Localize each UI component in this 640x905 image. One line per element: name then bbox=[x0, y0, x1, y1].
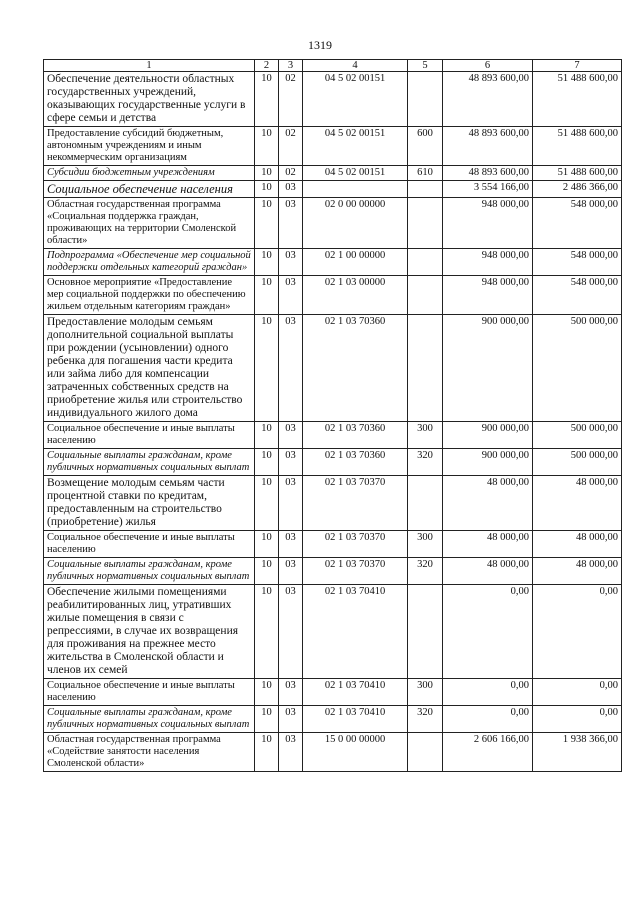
row-section-cell: 10 bbox=[255, 585, 279, 679]
row-section-cell: 10 bbox=[255, 276, 279, 315]
row-amount-year2-cell: 48 000,00 bbox=[533, 476, 622, 531]
row-name-cell: Подпрограмма «Обеспечение мер социальной поддержки отдельных категорий граждан» bbox=[44, 249, 255, 276]
row-subsection-cell: 03 bbox=[279, 276, 303, 315]
row-name-cell: Предоставление субсидий бюджетным, автономным учреждениям и иным некоммерческим организациям bbox=[44, 127, 255, 166]
row-amount-year1-cell: 3 554 166,00 bbox=[443, 181, 533, 198]
row-amount-year1-cell: 48 893 600,00 bbox=[443, 166, 533, 181]
row-section-cell: 10 bbox=[255, 249, 279, 276]
row-expense-type-cell bbox=[408, 733, 443, 772]
page-number: 1319 bbox=[308, 38, 332, 52]
row-amount-year1-cell: 48 893 600,00 bbox=[443, 72, 533, 127]
table-row bbox=[44, 315, 622, 422]
row-target-article-cell: 04 5 02 00151 bbox=[303, 127, 408, 166]
row-expense-type-cell: 320 bbox=[408, 449, 443, 476]
row-expense-type-cell: 320 bbox=[408, 558, 443, 585]
table-row bbox=[44, 166, 622, 181]
row-amount-year2-cell: 500 000,00 bbox=[533, 422, 622, 449]
row-section-cell: 10 bbox=[255, 315, 279, 422]
row-amount-year1-cell: 2 606 166,00 bbox=[443, 733, 533, 772]
row-expense-type-cell: 610 bbox=[408, 166, 443, 181]
header-row bbox=[44, 60, 622, 72]
table-row bbox=[44, 585, 622, 679]
row-subsection-cell: 03 bbox=[279, 733, 303, 772]
row-expense-type-cell bbox=[408, 476, 443, 531]
row-target-article-cell: 02 1 03 70360 bbox=[303, 449, 408, 476]
row-subsection-cell: 03 bbox=[279, 422, 303, 449]
row-target-article-cell: 04 5 02 00151 bbox=[303, 166, 408, 181]
row-section-cell: 10 bbox=[255, 733, 279, 772]
row-name-cell: Областная государственная программа «Социальная поддержка граждан, проживающих на территории Смоленской области» bbox=[44, 198, 255, 249]
row-section-cell: 10 bbox=[255, 476, 279, 531]
row-target-article-cell: 02 1 03 70410 bbox=[303, 679, 408, 706]
table-row bbox=[44, 198, 622, 249]
row-section-cell: 10 bbox=[255, 72, 279, 127]
row-section-cell: 10 bbox=[255, 198, 279, 249]
table-row bbox=[44, 72, 622, 127]
row-amount-year1-cell: 48 000,00 bbox=[443, 476, 533, 531]
row-amount-year1-cell: 948 000,00 bbox=[443, 276, 533, 315]
column-header: 1 bbox=[44, 60, 255, 72]
row-subsection-cell: 02 bbox=[279, 72, 303, 127]
row-subsection-cell: 03 bbox=[279, 531, 303, 558]
row-expense-type-cell bbox=[408, 181, 443, 198]
row-amount-year1-cell: 948 000,00 bbox=[443, 249, 533, 276]
row-subsection-cell: 03 bbox=[279, 679, 303, 706]
row-name-cell: Основное мероприятие «Предоставление мер социальной поддержки по обеспечению жильем отдельным категориям граждан» bbox=[44, 276, 255, 315]
row-target-article-cell: 15 0 00 00000 bbox=[303, 733, 408, 772]
row-section-cell: 10 bbox=[255, 449, 279, 476]
row-target-article-cell: 02 1 03 70370 bbox=[303, 531, 408, 558]
row-target-article-cell: 02 0 00 00000 bbox=[303, 198, 408, 249]
row-expense-type-cell bbox=[408, 249, 443, 276]
column-header: 6 bbox=[443, 60, 533, 72]
row-name-cell: Социальные выплаты гражданам, кроме публичных нормативных социальных выплат bbox=[44, 706, 255, 733]
table-row bbox=[44, 706, 622, 733]
row-name-cell: Субсидии бюджетным учреждениям bbox=[44, 166, 255, 181]
table-row bbox=[44, 476, 622, 531]
row-section-cell: 10 bbox=[255, 706, 279, 733]
row-expense-type-cell bbox=[408, 585, 443, 679]
row-section-cell: 10 bbox=[255, 422, 279, 449]
row-subsection-cell: 03 bbox=[279, 198, 303, 249]
row-section-cell: 10 bbox=[255, 558, 279, 585]
row-amount-year2-cell: 1 938 366,00 bbox=[533, 733, 622, 772]
row-name-cell: Социальные выплаты гражданам, кроме публичных нормативных социальных выплат bbox=[44, 558, 255, 585]
row-expense-type-cell: 300 bbox=[408, 422, 443, 449]
table-row bbox=[44, 181, 622, 198]
row-target-article-cell: 02 1 03 70410 bbox=[303, 585, 408, 679]
row-section-cell: 10 bbox=[255, 181, 279, 198]
row-section-cell: 10 bbox=[255, 531, 279, 558]
table-row bbox=[44, 531, 622, 558]
row-expense-type-cell: 320 bbox=[408, 706, 443, 733]
row-amount-year1-cell: 48 000,00 bbox=[443, 531, 533, 558]
row-amount-year1-cell: 900 000,00 bbox=[443, 449, 533, 476]
table-row bbox=[44, 422, 622, 449]
row-name-cell: Обеспечение деятельности областных государственных учреждений, оказывающих государственные услуги в сфере семьи и детства bbox=[44, 72, 255, 127]
row-amount-year2-cell: 0,00 bbox=[533, 706, 622, 733]
row-name-cell: Социальное обеспечение и иные выплаты населению bbox=[44, 679, 255, 706]
row-subsection-cell: 03 bbox=[279, 476, 303, 531]
row-amount-year2-cell: 548 000,00 bbox=[533, 249, 622, 276]
table-row bbox=[44, 249, 622, 276]
row-name-cell: Социальное обеспечение населения bbox=[44, 181, 255, 198]
row-expense-type-cell: 300 bbox=[408, 679, 443, 706]
row-name-cell: Социальное обеспечение и иные выплаты населению bbox=[44, 531, 255, 558]
row-subsection-cell: 02 bbox=[279, 127, 303, 166]
column-header: 4 bbox=[303, 60, 408, 72]
table-row bbox=[44, 449, 622, 476]
row-amount-year2-cell: 500 000,00 bbox=[533, 315, 622, 422]
row-target-article-cell: 02 1 03 70370 bbox=[303, 476, 408, 531]
table-row bbox=[44, 558, 622, 585]
row-amount-year2-cell: 0,00 bbox=[533, 679, 622, 706]
row-expense-type-cell bbox=[408, 276, 443, 315]
row-name-cell: Социальное обеспечение и иные выплаты населению bbox=[44, 422, 255, 449]
table-row bbox=[44, 276, 622, 315]
row-subsection-cell: 03 bbox=[279, 181, 303, 198]
row-amount-year2-cell: 51 488 600,00 bbox=[533, 127, 622, 166]
row-expense-type-cell: 300 bbox=[408, 531, 443, 558]
row-subsection-cell: 02 bbox=[279, 166, 303, 181]
table-row bbox=[44, 127, 622, 166]
row-subsection-cell: 03 bbox=[279, 315, 303, 422]
row-amount-year1-cell: 48 000,00 bbox=[443, 558, 533, 585]
row-amount-year1-cell: 0,00 bbox=[443, 585, 533, 679]
table-row bbox=[44, 679, 622, 706]
row-name-cell: Предоставление молодым семьям дополнительной социальной выплаты при рождении (усыновлении) одного ребенка для погашения части кредита или займа либо для компенсации затраченных собственных средств на приобретение жилья или строительство индивидуального жилого дома bbox=[44, 315, 255, 422]
row-amount-year2-cell: 2 486 366,00 bbox=[533, 181, 622, 198]
row-amount-year2-cell: 500 000,00 bbox=[533, 449, 622, 476]
row-amount-year1-cell: 900 000,00 bbox=[443, 315, 533, 422]
row-target-article-cell: 02 1 03 00000 bbox=[303, 276, 408, 315]
row-amount-year1-cell: 0,00 bbox=[443, 679, 533, 706]
row-expense-type-cell: 600 bbox=[408, 127, 443, 166]
row-target-article-cell bbox=[303, 181, 408, 198]
row-amount-year2-cell: 51 488 600,00 bbox=[533, 166, 622, 181]
row-target-article-cell: 02 1 00 00000 bbox=[303, 249, 408, 276]
row-subsection-cell: 03 bbox=[279, 449, 303, 476]
column-header: 3 bbox=[279, 60, 303, 72]
row-target-article-cell: 02 1 03 70370 bbox=[303, 558, 408, 585]
budget-table bbox=[43, 59, 622, 772]
row-target-article-cell: 02 1 03 70360 bbox=[303, 315, 408, 422]
row-amount-year2-cell: 48 000,00 bbox=[533, 558, 622, 585]
row-amount-year2-cell: 0,00 bbox=[533, 585, 622, 679]
row-target-article-cell: 02 1 03 70360 bbox=[303, 422, 408, 449]
row-amount-year1-cell: 0,00 bbox=[443, 706, 533, 733]
row-amount-year2-cell: 51 488 600,00 bbox=[533, 72, 622, 127]
column-header: 7 bbox=[533, 60, 622, 72]
row-target-article-cell: 02 1 03 70410 bbox=[303, 706, 408, 733]
row-name-cell: Социальные выплаты гражданам, кроме публичных нормативных социальных выплат bbox=[44, 449, 255, 476]
row-name-cell: Обеспечение жилыми помещениями реабилитированных лиц, утративших жилые помещения в связи с репрессиями, в случае их возвращения для проживания на прежнее место жительства в Смоленской области и членов их семей bbox=[44, 585, 255, 679]
row-section-cell: 10 bbox=[255, 679, 279, 706]
row-target-article-cell: 04 5 02 00151 bbox=[303, 72, 408, 127]
table-row bbox=[44, 733, 622, 772]
row-amount-year2-cell: 48 000,00 bbox=[533, 531, 622, 558]
row-amount-year1-cell: 948 000,00 bbox=[443, 198, 533, 249]
row-subsection-cell: 03 bbox=[279, 706, 303, 733]
row-subsection-cell: 03 bbox=[279, 558, 303, 585]
row-name-cell: Областная государственная программа «Содействие занятости населения Смоленской области» bbox=[44, 733, 255, 772]
row-subsection-cell: 03 bbox=[279, 585, 303, 679]
row-expense-type-cell bbox=[408, 198, 443, 249]
row-amount-year2-cell: 548 000,00 bbox=[533, 276, 622, 315]
row-expense-type-cell bbox=[408, 72, 443, 127]
row-expense-type-cell bbox=[408, 315, 443, 422]
row-section-cell: 10 bbox=[255, 127, 279, 166]
row-subsection-cell: 03 bbox=[279, 249, 303, 276]
row-amount-year2-cell: 548 000,00 bbox=[533, 198, 622, 249]
column-header: 5 bbox=[408, 60, 443, 72]
row-section-cell: 10 bbox=[255, 166, 279, 181]
row-amount-year1-cell: 900 000,00 bbox=[443, 422, 533, 449]
row-name-cell: Возмещение молодым семьям части процентной ставки по кредитам, предоставленным на строительство (приобретение) жилья bbox=[44, 476, 255, 531]
row-amount-year1-cell: 48 893 600,00 bbox=[443, 127, 533, 166]
column-header: 2 bbox=[255, 60, 279, 72]
